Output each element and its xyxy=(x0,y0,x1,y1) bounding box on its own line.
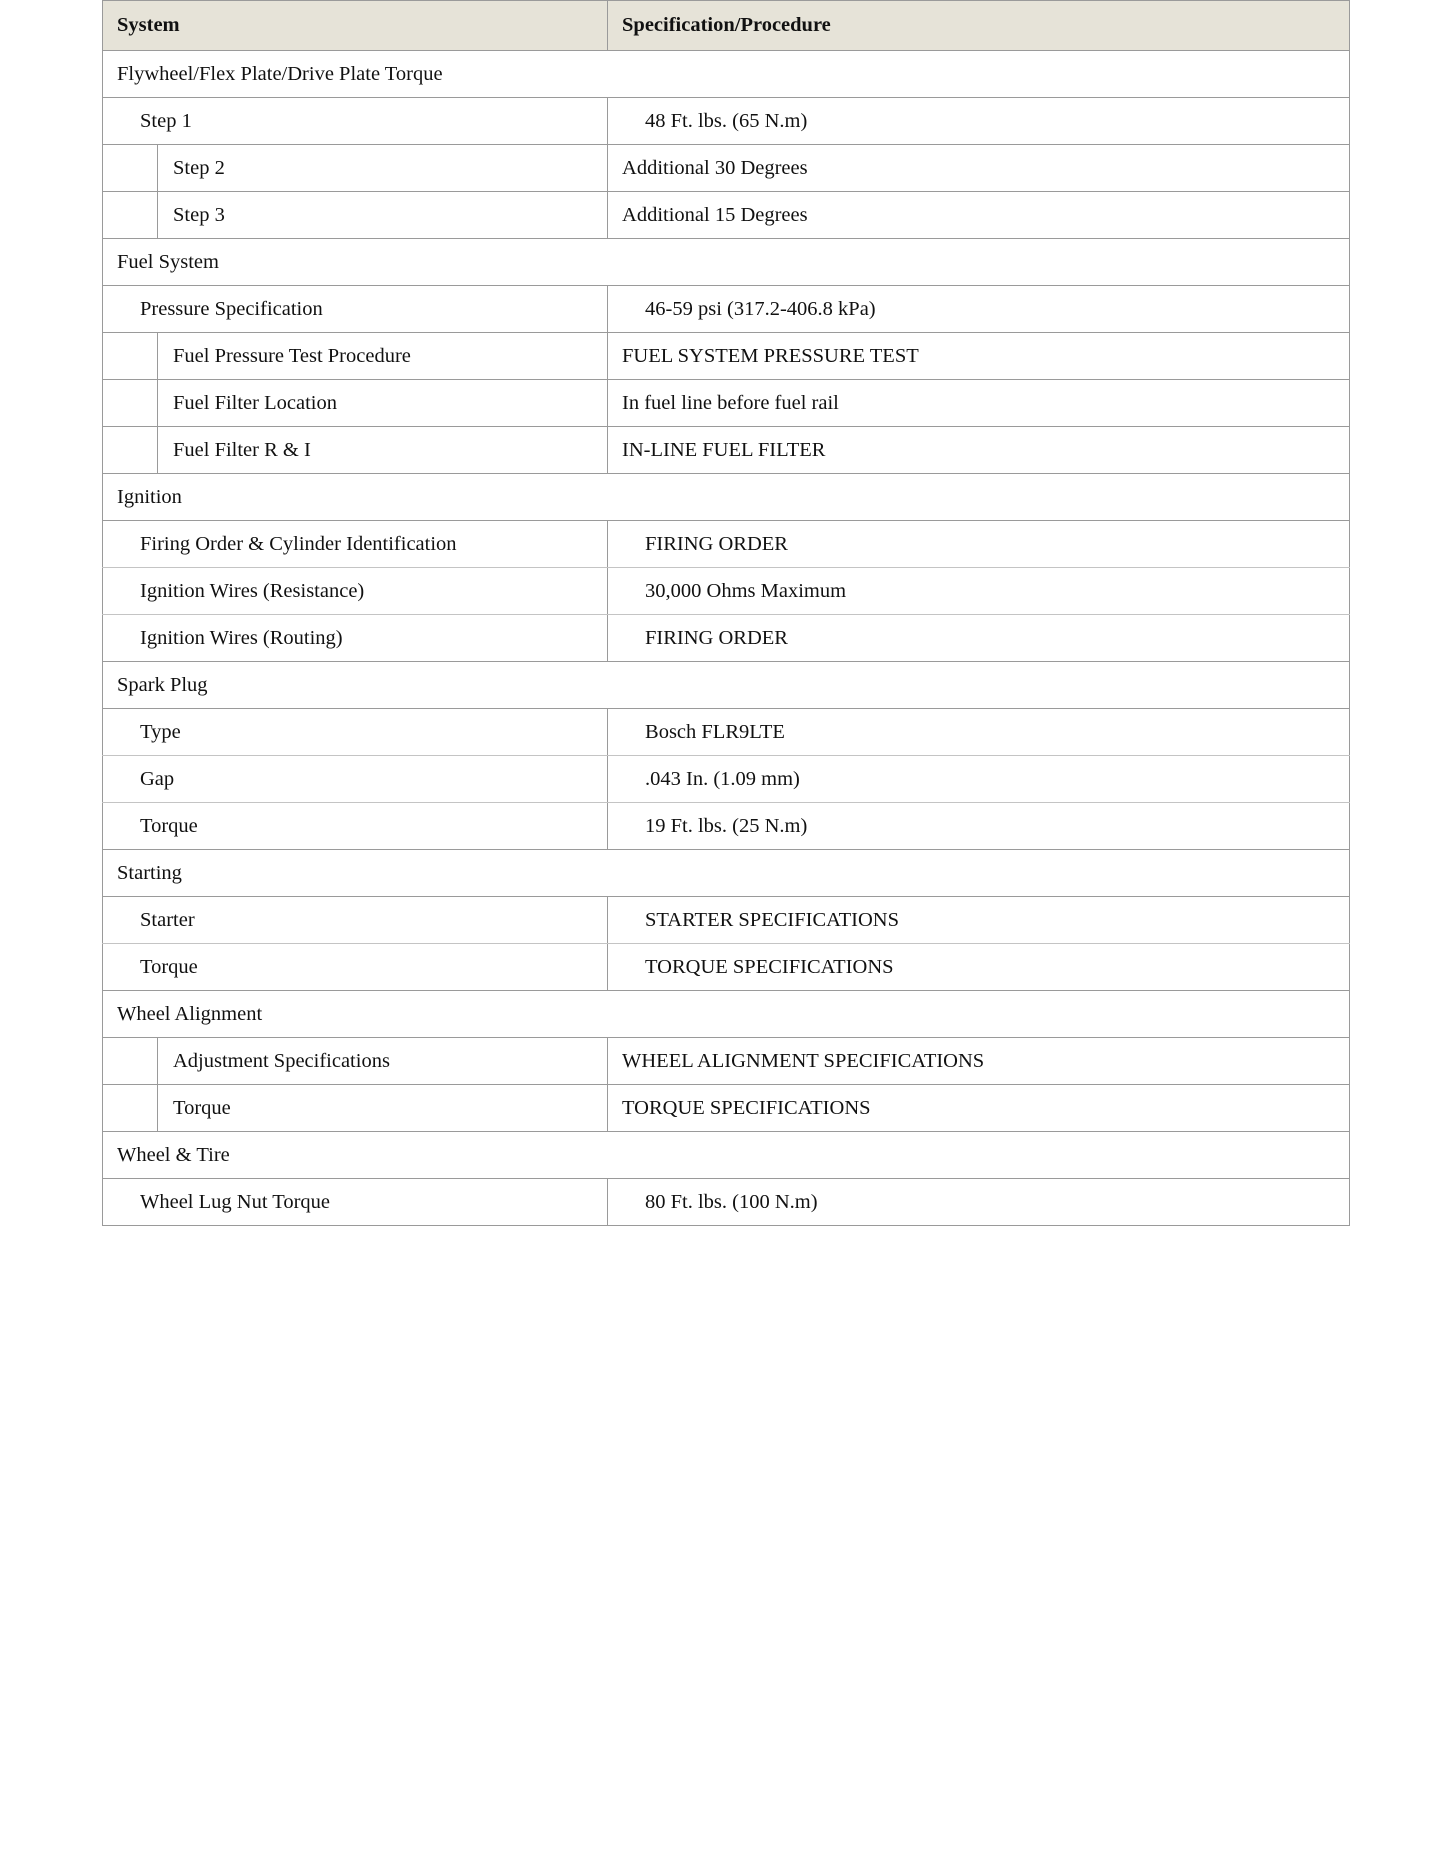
spec-value: Bosch FLR9LTE xyxy=(608,709,1350,756)
spec-label: Ignition Wires (Routing) xyxy=(103,615,608,662)
section-row xyxy=(103,850,1350,897)
header-row xyxy=(103,1,1350,51)
spec-row xyxy=(103,98,1350,145)
spec-value: 19 Ft. lbs. (25 N.m) xyxy=(608,803,1350,850)
indent-cell xyxy=(103,192,158,239)
spec-row-indented xyxy=(103,145,1350,192)
spec-label: Gap xyxy=(103,756,608,803)
section-row xyxy=(103,474,1350,521)
spec-label: Step 3 xyxy=(158,192,608,239)
table-header xyxy=(103,1,1350,51)
spec-row xyxy=(103,1179,1350,1226)
spec-label: Torque xyxy=(158,1085,608,1132)
header-spec: Specification/Procedure xyxy=(608,1,1350,51)
spec-label: Fuel Filter R & I xyxy=(158,427,608,474)
spec-value: IN-LINE FUEL FILTER xyxy=(608,427,1350,474)
spec-row-indented xyxy=(103,427,1350,474)
spec-value: FIRING ORDER xyxy=(608,521,1350,568)
spec-row-indented xyxy=(103,192,1350,239)
spec-label: Fuel Filter Location xyxy=(158,380,608,427)
section-label: Wheel Alignment xyxy=(103,991,1350,1038)
spec-row xyxy=(103,803,1350,850)
spec-label: Ignition Wires (Resistance) xyxy=(103,568,608,615)
section-row xyxy=(103,1132,1350,1179)
spec-label: Torque xyxy=(103,944,608,991)
indent-cell xyxy=(103,333,158,380)
section-label: Wheel & Tire xyxy=(103,1132,1350,1179)
spec-row-indented xyxy=(103,380,1350,427)
section-label: Spark Plug xyxy=(103,662,1350,709)
spec-value: In fuel line before fuel rail xyxy=(608,380,1350,427)
indent-cell xyxy=(103,145,158,192)
spec-value: FIRING ORDER xyxy=(608,615,1350,662)
indent-cell xyxy=(103,380,158,427)
spec-label: Step 2 xyxy=(158,145,608,192)
spec-value: 30,000 Ohms Maximum xyxy=(608,568,1350,615)
spec-value: Additional 30 Degrees xyxy=(608,145,1350,192)
spec-value: 48 Ft. lbs. (65 N.m) xyxy=(608,98,1350,145)
spec-label: Adjustment Specifications xyxy=(158,1038,608,1085)
spec-value: FUEL SYSTEM PRESSURE TEST xyxy=(608,333,1350,380)
spec-row xyxy=(103,944,1350,991)
table-body xyxy=(103,51,1350,1226)
section-row xyxy=(103,51,1350,98)
indent-cell xyxy=(103,1085,158,1132)
section-row xyxy=(103,239,1350,286)
spec-row xyxy=(103,709,1350,756)
spec-row xyxy=(103,897,1350,944)
section-label: Ignition xyxy=(103,474,1350,521)
section-label: Starting xyxy=(103,850,1350,897)
spec-value: STARTER SPECIFICATIONS xyxy=(608,897,1350,944)
spec-table xyxy=(102,0,1350,1226)
spec-row xyxy=(103,521,1350,568)
spec-row-indented xyxy=(103,333,1350,380)
spec-row-indented xyxy=(103,1038,1350,1085)
indent-cell xyxy=(103,1038,158,1085)
spec-value: WHEEL ALIGNMENT SPECIFICATIONS xyxy=(608,1038,1350,1085)
spec-label: Starter xyxy=(103,897,608,944)
spec-value: Additional 15 Degrees xyxy=(608,192,1350,239)
header-system: System xyxy=(103,1,608,51)
section-label: Fuel System xyxy=(103,239,1350,286)
spec-label: Fuel Pressure Test Procedure xyxy=(158,333,608,380)
section-label: Flywheel/Flex Plate/Drive Plate Torque xyxy=(103,51,1350,98)
spec-label: Firing Order & Cylinder Identification xyxy=(103,521,608,568)
section-row xyxy=(103,991,1350,1038)
spec-value: 46-59 psi (317.2-406.8 kPa) xyxy=(608,286,1350,333)
indent-cell xyxy=(103,427,158,474)
spec-value: 80 Ft. lbs. (100 N.m) xyxy=(608,1179,1350,1226)
spec-label: Wheel Lug Nut Torque xyxy=(103,1179,608,1226)
spec-label: Step 1 xyxy=(103,98,608,145)
section-row xyxy=(103,662,1350,709)
spec-label: Pressure Specification xyxy=(103,286,608,333)
spec-label: Torque xyxy=(103,803,608,850)
spec-row xyxy=(103,615,1350,662)
spec-value: TORQUE SPECIFICATIONS xyxy=(608,944,1350,991)
spec-value: .043 In. (1.09 mm) xyxy=(608,756,1350,803)
spec-label: Type xyxy=(103,709,608,756)
spec-row-indented xyxy=(103,1085,1350,1132)
spec-row xyxy=(103,568,1350,615)
spec-row xyxy=(103,756,1350,803)
spec-value: TORQUE SPECIFICATIONS xyxy=(608,1085,1350,1132)
spec-row xyxy=(103,286,1350,333)
